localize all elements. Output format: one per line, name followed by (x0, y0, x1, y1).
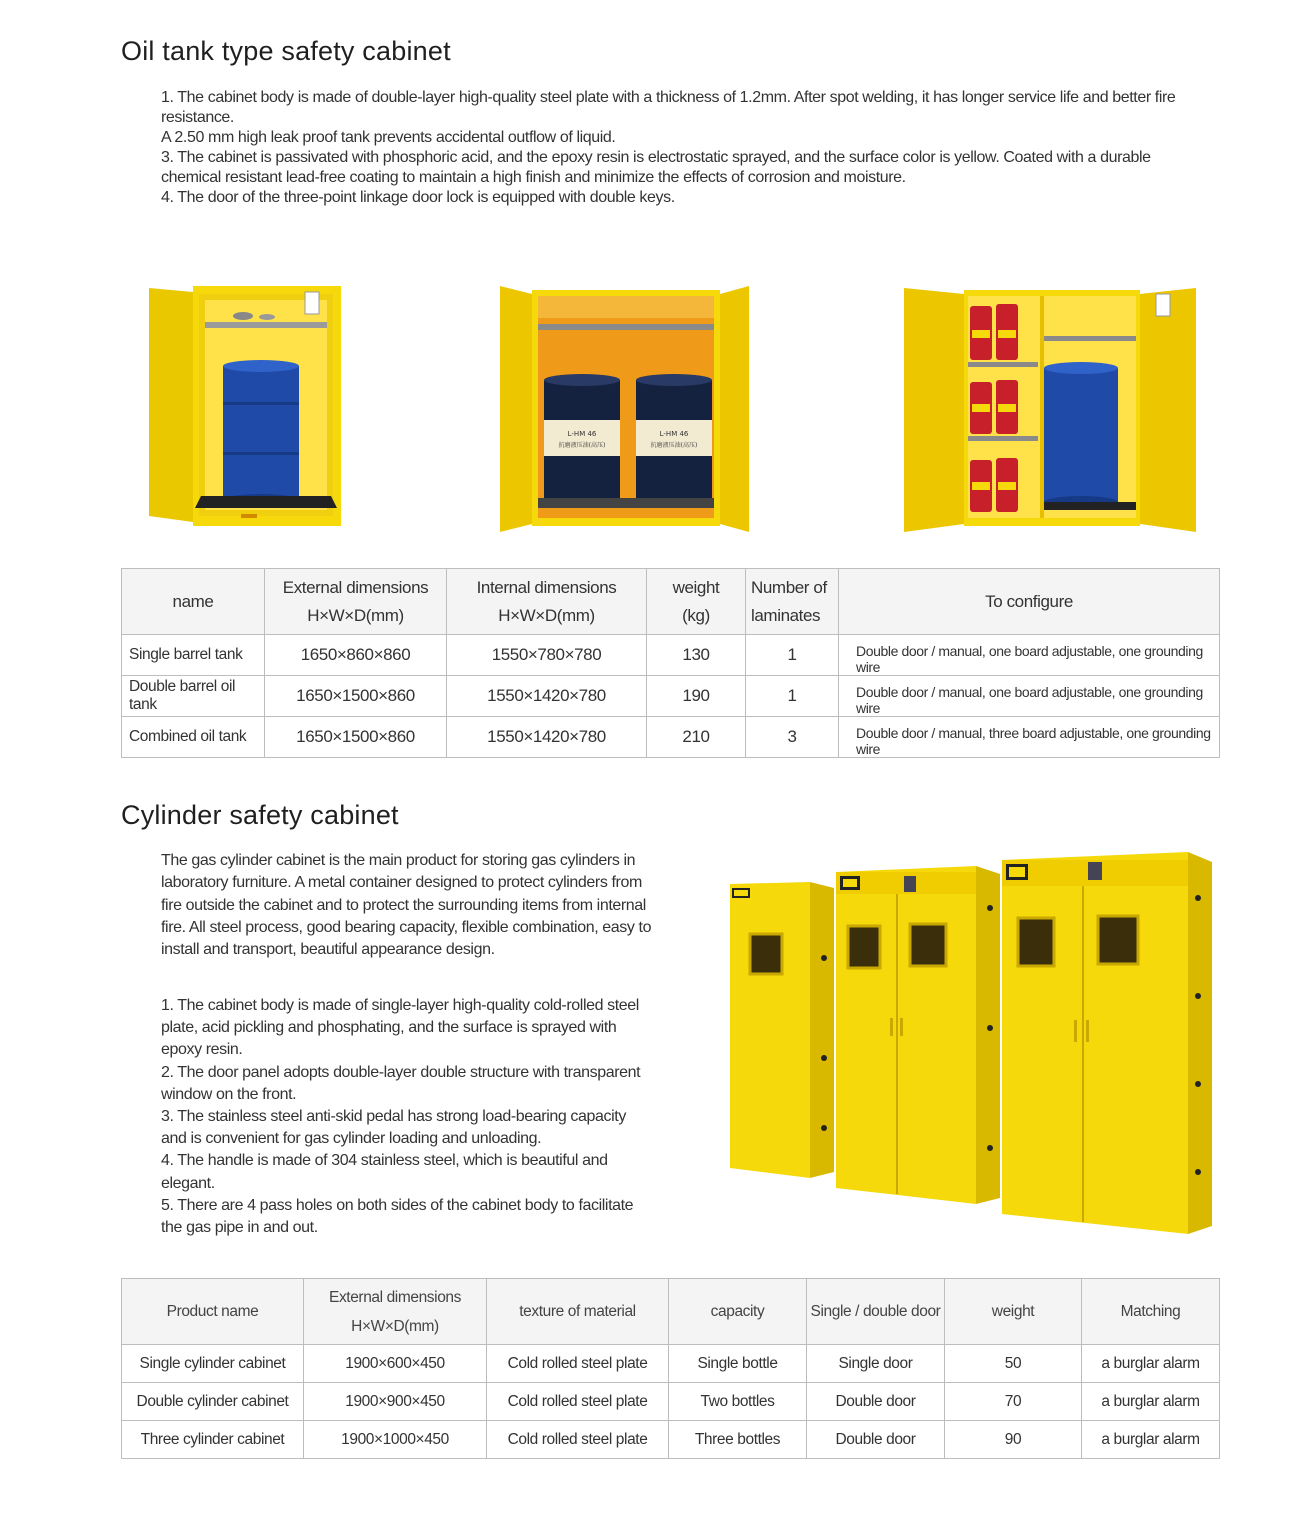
single-barrel-cabinet-image (145, 282, 345, 532)
cell-matching: a burglar alarm (1082, 1345, 1220, 1383)
cylinder-cabinet-intro (121, 850, 666, 961)
cell-external: 1900×600×450 (304, 1345, 487, 1383)
cell-internal: 1550×1420×780 (447, 676, 647, 717)
cell-internal: 1550×1420×780 (447, 717, 647, 758)
oil-feature-2: A 2.50 mm high leak proof tank prevents accidental outflow of liquid. (161, 129, 616, 146)
cell-capacity: Two bottles (669, 1383, 807, 1421)
table-header-row (122, 569, 1220, 635)
cylinder-feature-5: 5. There are 4 pass holes on both sides of the cabinet body to facilitate the gas pipe in and out. (161, 1196, 634, 1237)
cell-laminates: 1 (746, 676, 839, 717)
header-weight: weight (945, 1279, 1082, 1345)
oil-feature-4: 4. The door of the three-point linkage door lock is equipped with double keys. (161, 189, 675, 206)
header-external-dimensions: External dimensions H×W×D(mm) (304, 1279, 487, 1345)
cell-weight: 190 (647, 676, 746, 717)
table-header-row (122, 1279, 1220, 1345)
cell-name: Single barrel tank (122, 635, 265, 676)
table-row (122, 1383, 1220, 1421)
table-row (122, 1421, 1220, 1459)
cell-name: Combined oil tank (122, 717, 265, 758)
section-title-oil-cabinet: Oil tank type safety cabinet (121, 36, 451, 66)
cell-laminates: 3 (746, 717, 839, 758)
oil-cabinet-spec-table (121, 568, 1220, 758)
cell-door: Double door (807, 1383, 945, 1421)
table-row (122, 635, 1220, 676)
cell-weight: 70 (945, 1383, 1082, 1421)
oil-feature-1: 1. The cabinet body is made of double-layer high-quality steel plate with a thickness of 1.2mm. After spot welding, it has longer service life and better fire resistance. (161, 89, 1176, 126)
cylinder-cabinet-spec-table (121, 1278, 1220, 1459)
cell-config: Double door / manual, one board adjustable, one grounding wire (839, 676, 1220, 717)
header-name: name (122, 569, 265, 635)
header-internal-dimensions: Internal dimensions H×W×D(mm) (447, 569, 647, 635)
header-product-name: Product name (122, 1279, 304, 1345)
section-title-cylinder-cabinet: Cylinder safety cabinet (121, 800, 399, 830)
cell-name: Double barrel oil tank (122, 676, 265, 717)
cell-door: Single door (807, 1345, 945, 1383)
cell-material: Cold rolled steel plate (487, 1383, 669, 1421)
table-row (122, 676, 1220, 717)
header-capacity: capacity (669, 1279, 807, 1345)
cylinder-feature-4: 4. The handle is made of 304 stainless steel, which is beautiful and elegant. (161, 1152, 608, 1192)
cell-weight: 210 (647, 717, 746, 758)
cell-capacity: Single bottle (669, 1345, 807, 1383)
cylinder-feature-1: 1. The cabinet body is made of single-layer high-quality cold-rolled steel plate, acid pickling and phosphating, and the surface is sprayed with epoxy resin. (161, 997, 639, 1059)
cell-external: 1900×900×450 (304, 1383, 487, 1421)
oil-feature-3: 3. The cabinet is passivated with phosphoric acid, and the epoxy resin is electrostatic sprayed, and the surface color is yellow. Coated with a durable chemical resistant lead-free coating to maintain a high finish and minimize the effects of corrosion and moisture. (161, 149, 1151, 186)
cell-external: 1900×1000×450 (304, 1421, 487, 1459)
header-weight: weight (kg) (647, 569, 746, 635)
table-row (122, 1345, 1220, 1383)
header-external-dimensions: External dimensions H×W×D(mm) (265, 569, 447, 635)
cell-weight: 90 (945, 1421, 1082, 1459)
header-matching: Matching (1082, 1279, 1220, 1345)
single-cylinder-cabinet (730, 882, 834, 1178)
drum-label-name: 抗磨液压油(高压) (650, 442, 698, 449)
cell-laminates: 1 (746, 635, 839, 676)
cell-material: Cold rolled steel plate (487, 1421, 669, 1459)
drum-label-name: 抗磨液压油(高压) (558, 442, 606, 449)
cell-external: 1650×1500×860 (265, 717, 447, 758)
three-cylinder-cabinet (1002, 852, 1212, 1234)
cell-matching: a burglar alarm (1082, 1421, 1220, 1459)
cell-material: Cold rolled steel plate (487, 1345, 669, 1383)
cell-product: Single cylinder cabinet (122, 1345, 304, 1383)
cylinder-intro-text: The gas cylinder cabinet is the main product for storing gas cylinders in laboratory furniture. A metal container designed to protect cylinders from fire outside the cabinet and to protect the surrounding items from internal fire. All steel process, good bearing capacity, flexible combination, easy to install and transport, beautiful appearance design. (161, 852, 652, 959)
cell-weight: 50 (945, 1345, 1082, 1383)
header-laminates: Number of laminates (746, 569, 839, 635)
cell-matching: a burglar alarm (1082, 1383, 1220, 1421)
gas-cylinder-cabinets-image (726, 848, 1216, 1248)
cell-product: Three cylinder cabinet (122, 1421, 304, 1459)
cell-external: 1650×1500×860 (265, 676, 447, 717)
cell-door: Double door (807, 1421, 945, 1459)
cylinder-cabinet-features (121, 995, 641, 1239)
header-configure: To configure (839, 569, 1220, 635)
drum-left (544, 374, 620, 500)
cell-weight: 130 (647, 635, 746, 676)
double-barrel-cabinet-image (498, 284, 751, 534)
oil-cabinet-description (121, 88, 1191, 208)
cylinder-feature-3: 3. The stainless steel anti-skid pedal has strong load-bearing capacity and is convenient for gas cylinder loading and unloading. (161, 1108, 626, 1148)
cell-product: Double cylinder cabinet (122, 1383, 304, 1421)
drum-right (636, 374, 712, 500)
table-row (122, 717, 1220, 758)
cell-external: 1650×860×860 (265, 635, 447, 676)
cell-config: Double door / manual, one board adjustable, one grounding wire (839, 635, 1220, 676)
drum-label-code: L-HM 46 (567, 430, 597, 438)
cell-capacity: Three bottles (669, 1421, 807, 1459)
cylinder-feature-2: 2. The door panel adopts double-layer double structure with transparent window on the front. (161, 1063, 641, 1103)
drum-label-code: L-HM 46 (659, 430, 689, 438)
header-material: texture of material (487, 1279, 669, 1345)
double-cylinder-cabinet (836, 866, 1000, 1204)
cell-config: Double door / manual, three board adjustable, one grounding wire (839, 717, 1220, 758)
header-door-type: Single / double door (807, 1279, 945, 1345)
cell-internal: 1550×780×780 (447, 635, 647, 676)
combined-cabinet-image (900, 284, 1200, 534)
